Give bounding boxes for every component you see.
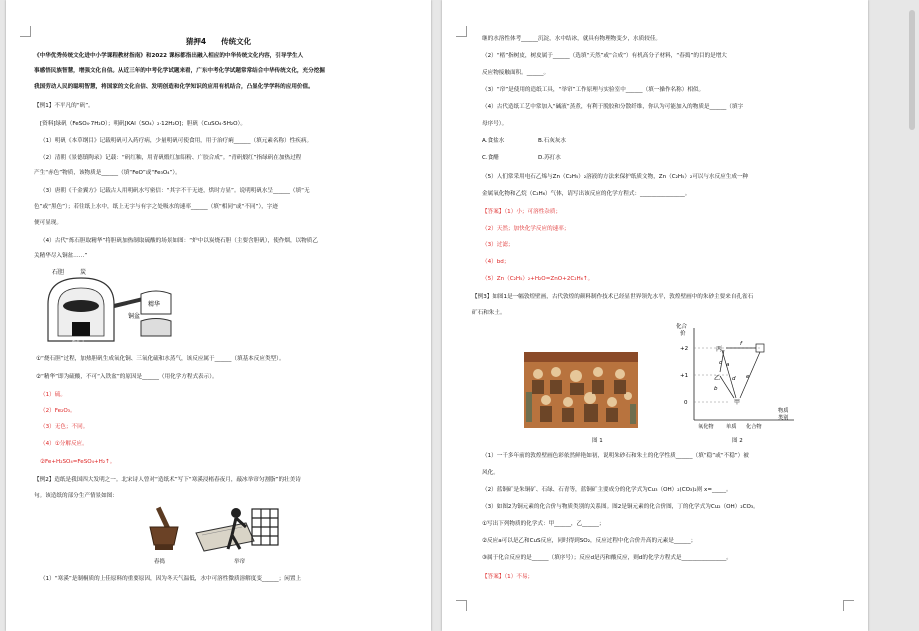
question-line: （3）如图2为铜元素的化合价与物质类别的关系图。图2是铜元素的化合价图，丁的化学式为Cu₂（OH）₂CO₃。	[482, 504, 759, 510]
intro-line: 《中华优秀传统文化进中小学课程教材指南》和2022 课标都指出融入相应的中华传统文化内容，引导学生人	[34, 53, 304, 59]
chart-xcat-element: 单质	[726, 424, 737, 430]
question-3-heading: 【例3】如图1是一幅敦煌壁画，古代敦煌的颜料制作技术已经显世界领先水平，敦煌壁画中的朱砂主要来自孔雀石	[472, 294, 754, 300]
question-line: （1）明矾《本草纲目》记载明矾可入药疗病，少量明矾可使食用，用于治疗痢______（填元素名称）性疾病。	[40, 138, 313, 144]
question-line: 母序号）。	[482, 121, 508, 127]
option-a: A.食盐水	[482, 138, 505, 144]
question-line: ①“烧石胆”过程，加热胆矾生成氧化铜、三氧化硫和水蒸气，该反应属于______（填基本反应类型）。	[36, 356, 285, 362]
question-line: （3）唐朝《千金翼方》记载古人用明矾水写密信：“其字不干无迹，烘时方显”。说明明矾水呈______（填“无	[40, 188, 310, 194]
answer-line: 【答案】（1）不易；	[482, 574, 534, 580]
answer-line: 【答案】（1）小；可溶性杂质；	[482, 209, 562, 215]
question-line: （1）“寒溪”是制桐质的上佳原料的重要原因，因为冬天气温低，水中可溶性微质溶解度变______；闲置上	[40, 576, 302, 582]
vertical-scrollbar[interactable]	[905, 0, 919, 631]
answer-line: （4）①分解反应。	[40, 441, 88, 447]
question-line: 继的水溶性体考______沉淀，水中结冰，就具有物理物变少，水质较佳。	[482, 36, 662, 42]
figure-label-lumen: 炉门	[72, 339, 85, 346]
answer-line: （3）过滤；	[482, 242, 514, 248]
question-line: 矿石和朱土。	[472, 310, 506, 316]
question-1-heading: 【例1】不平凡的“矾”。	[34, 103, 94, 109]
chart-xlabel-2: 类别	[778, 415, 789, 421]
figure-caption-juilian: 举帘	[234, 559, 246, 565]
question-line: （4）古代“炼石胆取精华”将胆矾加热制取硫酸的场景如图：“炉中以炭烧石胆（主要含胆矾），使作烟，以物质乙	[40, 238, 318, 244]
chart-arrow-label: e	[746, 374, 750, 380]
answer-line: （1）硫。	[40, 392, 66, 398]
question-line: 关精华尽入铜盆……”	[34, 253, 88, 259]
furnace-figure	[36, 266, 186, 346]
dunhuang-mural-image	[524, 352, 638, 428]
answer-line: ②Fe+H₂SO₄=FeSO₄+H₂↑。	[40, 459, 116, 465]
chart-arrow-label: a	[726, 362, 730, 368]
chart-arrow-label: b	[714, 386, 718, 392]
chart-arrow-label: c	[719, 360, 723, 366]
figure-label-tan: 炭	[80, 269, 87, 276]
page-corner-mark	[456, 600, 467, 611]
chart-xcat-oxide: 氧化物	[698, 424, 714, 430]
figure-caption: 图 1	[592, 438, 603, 444]
chart-point-jia: 甲	[734, 399, 741, 406]
question-line: （2）清朝《景德镇陶录》记载：“矾红釉，用青矾煅红加铅粉、广胶合成”。“青矾煅红”指绿矾在加热过程	[40, 155, 302, 161]
question-line: ①写出下列物质的化学式：甲______，乙______；	[482, 521, 605, 527]
option-b: B.石灰灰水	[538, 138, 566, 144]
figure-caption: 图 2	[732, 438, 743, 444]
chart-ylabel-1: 化合	[676, 324, 688, 330]
figure-caption-chongdao: 舂捣	[154, 559, 166, 565]
chart-ytick: +2	[680, 346, 689, 352]
question-line: 反应物接触面积。______。	[482, 70, 550, 76]
question-line: 产生“赤色”物质，该物质是______（填“FeO”或“Fe₃O₄”）。	[34, 170, 181, 176]
intro-line: 我国劳动人民的聪明智慧，将国家的文化自信、发明创造和化学知识的应用有机结合，凸显化学学科的应用价值。	[34, 84, 314, 90]
question-line: 便可显现。	[34, 220, 62, 226]
chart-arrow-label: d	[732, 376, 736, 382]
figure-label-shidan: 石胆	[52, 269, 65, 276]
document-page-1	[6, 0, 431, 631]
answer-line: （3）无色；不同。	[40, 424, 89, 430]
page-title: 猜押4 传统文化	[185, 37, 252, 46]
document-page-2	[442, 0, 868, 631]
answer-line: （4）bd；	[482, 259, 510, 265]
figure-label-tongpen: 铜盆	[128, 313, 141, 320]
question-line: （4）古代造纸工艺中常加入“碱液”蒸煮，有利于脱胶和分散纤维，你认为可能加入的物质是______（填字	[482, 104, 744, 110]
question-line: （5）人们常采用电石乙烯与Zn（C₂H₅）₂溶液的方法来保护纸质文物，Zn（C₂H₅）₂可以与水反应生成一种	[482, 174, 749, 180]
page-corner-mark	[843, 600, 854, 611]
chart-point-yi: 乙	[714, 375, 721, 382]
scrollbar-thumb[interactable]	[909, 10, 915, 130]
question-line: （2）“楮”指树皮，树皮属于______（选填“天然”或“合成”）有机高分子材料，“春捣”的目的是增大	[482, 53, 727, 59]
valence-category-chart	[670, 320, 800, 432]
figure-label-jinghua: 精华	[148, 301, 161, 308]
question-line: （1）一千多年前的敦煌壁画色彩依然鲜艳如初，说明朱砂石和朱土的化学性质______（填“稳”或“不稳”）被	[482, 453, 749, 459]
intro-line: 事感悟民族智慧，增强文化自信。从近三年的中考化学试题来看，广东中考化学试题常常结合中华传统文化，充分挖掘	[34, 68, 325, 74]
option-d: D.苏打水	[538, 155, 561, 161]
answer-line: （2）Fe₂O₃。	[40, 408, 76, 414]
question-line: ③属于化合反应的是______（填序号）；反应d是丙和酸反应，则d的化学方程式是________________。	[482, 555, 732, 561]
answer-line: （5）Zn（C₂H₅）₂+H₂O=ZnO+2C₂H₆↑。	[482, 276, 594, 282]
question-line: ②反应a可以是乙和CuS反应，同时得到SO₂，反应过程中化合价升高的元素是______；	[482, 538, 697, 544]
chart-ytick: +1	[680, 373, 689, 379]
chart-ytick: 0	[684, 400, 688, 406]
chart-point-bing: 丙	[716, 346, 723, 353]
question-line: 句。该造纸的部分生产情景如图：	[34, 493, 118, 499]
chart-ylabel-2: 价	[680, 331, 686, 337]
question-2-heading: 【例2】造纸是我国四大发明之一。北宋诗人曾对“造纸术”写下“寒溪浸楮春夜月，敲冰举帘匀割脂”的壮美诗	[34, 477, 301, 483]
question-line: 色”或“黑色”）；若往纸上水中，纸上无字与有字之处吸水的速率______（填“相同”或“不同”），字迹	[34, 204, 279, 210]
question-line: 金属氧化物和乙烷（C₂H₆）气体，请写出该反应的化学方程式：________________。	[482, 191, 691, 197]
option-c: C.食醋	[482, 155, 499, 161]
chart-arrow-label: f	[740, 341, 742, 347]
chart-xlabel-1: 物质	[778, 408, 789, 414]
mortar-pestle-figure	[146, 505, 182, 553]
paper-screen-figure	[192, 505, 284, 553]
question-line: （2）蓝铜矿是朱铜矿、石绿、石青等，蓝铜矿主要成分的化学式为Cu₃（OH）₂(CO₃)₂则 x=_____。	[482, 487, 732, 493]
page-corner-mark	[456, 26, 467, 37]
answer-line: （2）天然；加快化学反应的速率；	[482, 226, 570, 232]
question-line: （3）“帘”是使用的造纸工具，“举帘”工作原理与实验室中______（填一操作名称）相似。	[482, 87, 705, 93]
question-line: 风化。	[482, 470, 499, 476]
question-line: [资料]绿矾（FeSO₄·7H₂O）；明矾[KAl（SO₄）₂·12H₂O]；胆矾（CuSO₄·5H₂O）。	[40, 121, 246, 127]
question-line: ②“精华”即为硫酸，不可“入铁盆”的原因是______（用化学方程式表示）。	[36, 374, 218, 380]
chart-xcat-compound: 化合物	[746, 424, 762, 430]
